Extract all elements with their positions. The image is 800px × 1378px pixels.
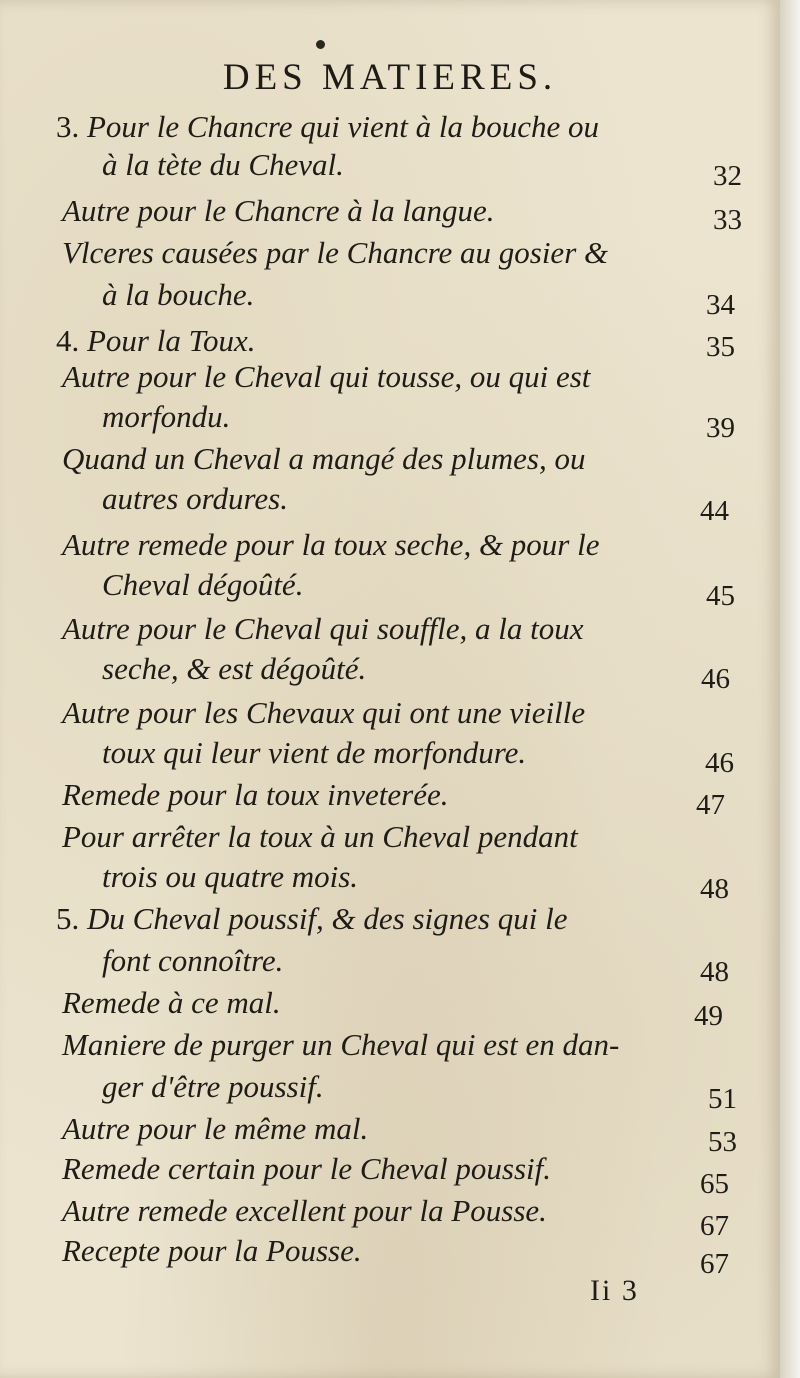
toc-entry-line bbox=[62, 1232, 362, 1270]
toc-entry-line bbox=[62, 358, 590, 396]
page-header: DES MATIERES. bbox=[222, 57, 558, 98]
entry-title: Autre remede excellent pour la Pousse. bbox=[62, 1193, 547, 1228]
toc-entry-line bbox=[56, 900, 567, 938]
toc-entry-line bbox=[62, 818, 578, 856]
page-number: 39 bbox=[706, 412, 735, 444]
toc-entry-continuation: font connoître. bbox=[102, 943, 284, 978]
entry-title: Remede pour la toux inveterée. bbox=[62, 777, 449, 812]
toc-entry-line bbox=[62, 610, 583, 648]
page-number: 67 bbox=[700, 1210, 729, 1242]
page-number: 45 bbox=[706, 580, 735, 612]
entry-title: Autre remede pour la toux seche, & pour le bbox=[62, 527, 600, 562]
entry-title: Quand un Cheval a mangé des plumes, ou bbox=[62, 441, 586, 476]
page-number: 33 bbox=[713, 204, 742, 236]
section-number: 5. bbox=[56, 901, 87, 936]
toc-entry-continuation: ger d'être poussif. bbox=[102, 1069, 324, 1104]
toc-entry-continuation: autres ordures. bbox=[102, 481, 288, 516]
entry-title: Pour arrêter la toux à un Cheval pendant bbox=[62, 819, 578, 854]
page-number: 48 bbox=[700, 956, 729, 988]
entry-title: Remede à ce mal. bbox=[62, 985, 281, 1020]
entry-title: Remede certain pour le Cheval poussif. bbox=[62, 1151, 552, 1186]
toc-entry-continuation: trois ou quatre mois. bbox=[102, 859, 359, 894]
entry-title: Pour la Toux. bbox=[87, 323, 256, 358]
entry-title: Autre pour le Cheval qui souffle, a la toux bbox=[62, 611, 584, 646]
entry-title: Autre pour le même mal. bbox=[62, 1111, 369, 1146]
entry-title: Maniere de purger un Cheval qui est en dan- bbox=[62, 1027, 620, 1062]
page-edge bbox=[780, 0, 800, 1378]
toc-entry-line bbox=[62, 526, 600, 564]
toc-entry-continuation: à la bouche. bbox=[102, 277, 255, 312]
toc-entry-line bbox=[62, 984, 281, 1022]
page-number: 47 bbox=[696, 789, 725, 821]
toc-entry-line bbox=[62, 1192, 547, 1230]
entry-title: Autre pour les Chevaux qui ont une vieille bbox=[62, 695, 586, 730]
toc-entry-line bbox=[62, 1150, 551, 1188]
toc-entry-line bbox=[62, 234, 608, 272]
toc-entry-line bbox=[62, 1110, 368, 1148]
entry-title: Recepte pour la Pousse. bbox=[62, 1233, 362, 1268]
toc-entry-continuation: Cheval dégoûté. bbox=[102, 567, 304, 602]
page-number: 46 bbox=[705, 747, 734, 779]
page-number: 32 bbox=[713, 160, 742, 192]
page-number: 44 bbox=[700, 495, 729, 527]
signature-mark: Ii 3 bbox=[590, 1274, 639, 1307]
page-number: 46 bbox=[701, 663, 730, 695]
entry-title: Autre pour le Chancre à la langue. bbox=[62, 193, 495, 228]
toc-entry-continuation: morfondu. bbox=[102, 399, 231, 434]
page-number: 53 bbox=[708, 1126, 737, 1158]
page-number: 67 bbox=[700, 1248, 729, 1280]
page-number: 51 bbox=[708, 1083, 737, 1115]
entry-title: Du Cheval poussif, & des signes qui le bbox=[87, 901, 568, 936]
page-number: 34 bbox=[706, 289, 735, 321]
toc-entry-line bbox=[56, 322, 256, 360]
toc-entry-line bbox=[62, 694, 585, 732]
entry-title: Vlceres causées par le Chancre au gosier & bbox=[62, 235, 609, 270]
entry-title: Pour le Chancre qui vient à la bouche ou bbox=[87, 109, 599, 144]
section-number: 3. bbox=[56, 109, 87, 144]
page-number: 48 bbox=[700, 873, 729, 905]
toc-entry-continuation: seche, & est dégoûté. bbox=[102, 651, 367, 686]
toc-entry-line bbox=[56, 108, 599, 146]
toc-entry-line bbox=[62, 192, 495, 230]
section-number: 4. bbox=[56, 323, 87, 358]
toc-entry-line bbox=[62, 1026, 619, 1064]
page-number: 35 bbox=[706, 331, 735, 363]
toc-entry-line bbox=[62, 776, 449, 814]
toc-entry-continuation: toux qui leur vient de morfondure. bbox=[102, 735, 527, 770]
entry-title: Autre pour le Cheval qui tousse, ou qui est bbox=[62, 359, 591, 394]
page-number: 49 bbox=[694, 1000, 723, 1032]
toc-entry-continuation: à la tète du Cheval. bbox=[102, 147, 344, 182]
page-number: 65 bbox=[700, 1168, 729, 1200]
toc-entry-line bbox=[62, 440, 586, 478]
